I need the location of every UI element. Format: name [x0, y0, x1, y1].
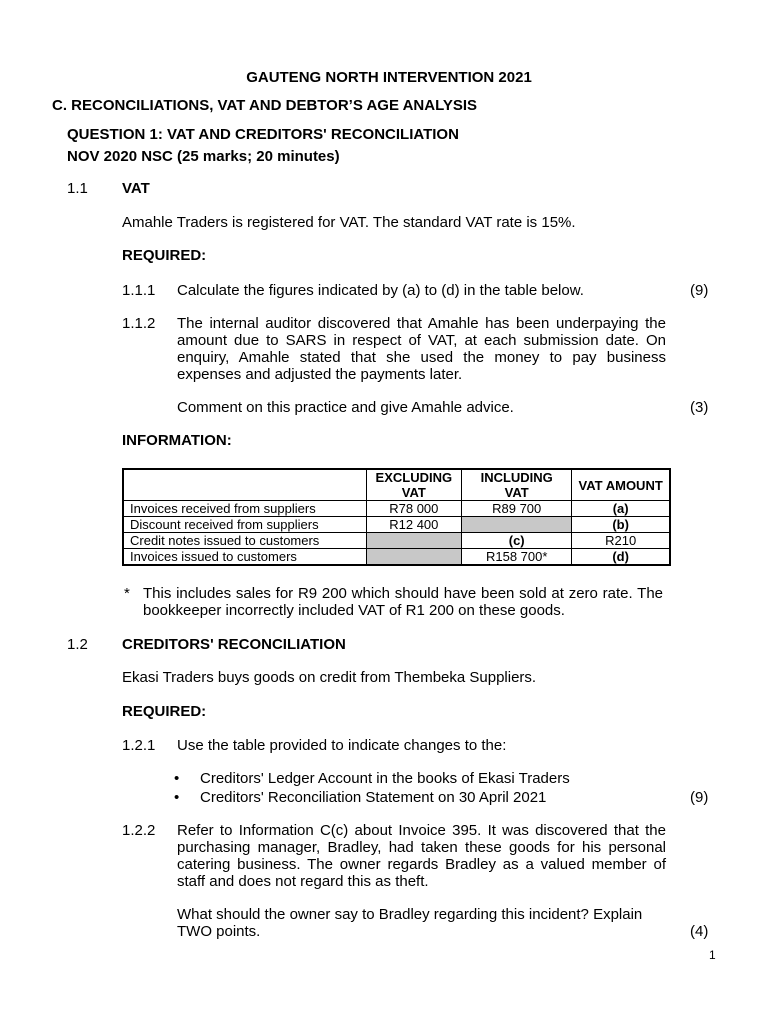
table-cell-shaded [366, 533, 462, 549]
q1-2-2-number: 1.2.2 [122, 822, 156, 839]
table-cell-shaded [462, 517, 572, 533]
table-row [123, 533, 670, 549]
q1-1-1-marks: (9) [690, 282, 709, 299]
table-row [123, 549, 670, 566]
q1-1-2-marks: (3) [690, 399, 709, 416]
page-title: GAUTENG NORTH INTERVENTION 2021 [246, 69, 532, 86]
question-heading: QUESTION 1: VAT AND CREDITORS' RECONCILIATION [67, 126, 459, 143]
bullet-icon: • [174, 789, 180, 806]
bullet-item: Creditors' Ledger Account in the books of Ekasi Traders [200, 770, 570, 787]
table-cell: (b) [572, 517, 670, 533]
table-cell: R210 [572, 533, 670, 549]
table-cell: R78 000 [366, 501, 462, 517]
table-header-cell: INCLUDING VAT [462, 469, 572, 501]
q1-2-2-question: What should the owner say to Bradley regarding this incident? Explain TWO points. [177, 906, 643, 940]
table-cell: (a) [572, 501, 670, 517]
table-cell: R12 400 [366, 517, 462, 533]
q1-2-2-text: Refer to Information C(c) about Invoice 395. It was discovered that the purchasing manager, Bradley, had taken these goods for his personal catering business. The owner regards Bradley as a valued member of staff and does not regard this as theft. [177, 822, 666, 890]
table-cell: (d) [572, 549, 670, 566]
q1-1-1-number: 1.1.1 [122, 282, 156, 299]
table-cell-shaded [366, 549, 462, 566]
table-cell: Invoices received from suppliers [123, 501, 366, 517]
information-heading: INFORMATION: [122, 432, 232, 449]
q1-2-1-number: 1.2.1 [122, 737, 156, 754]
table-cell: Credit notes issued to customers [123, 533, 366, 549]
vat-table [122, 468, 671, 566]
table-cell: Discount received from suppliers [123, 517, 366, 533]
table-cell: R158 700* [462, 549, 572, 566]
table-header-cell: EXCLUDING VAT [366, 469, 462, 501]
q1-1-2-comment: Comment on this practice and give Amahle advice. [177, 399, 514, 416]
note-asterisk: * [124, 585, 130, 602]
q1-1-required: REQUIRED: [122, 247, 207, 264]
bullet-icon: • [174, 770, 180, 787]
q1-2-number: 1.2 [67, 636, 88, 653]
table-header-cell [123, 469, 366, 501]
q1-1-1-text: Calculate the figures indicated by (a) to (d) in the table below. [177, 282, 584, 299]
q1-2-required: REQUIRED: [122, 703, 207, 720]
q1-1-heading: VAT [122, 180, 150, 197]
table-cell: Invoices issued to customers [123, 549, 366, 566]
table-header-cell: VAT AMOUNT [572, 469, 670, 501]
bullet-item: Creditors' Reconciliation Statement on 30 April 2021 [200, 789, 547, 806]
q1-1-intro: Amahle Traders is registered for VAT. The standard VAT rate is 15%. [122, 214, 576, 231]
page-number: 1 [709, 948, 716, 962]
q1-2-1-marks: (9) [690, 789, 709, 806]
table-cell: (c) [462, 533, 572, 549]
q1-2-1-text: Use the table provided to indicate changes to the: [177, 737, 507, 754]
q1-1-number: 1.1 [67, 180, 88, 197]
q1-2-intro: Ekasi Traders buys goods on credit from Thembeka Suppliers. [122, 669, 537, 686]
q1-2-heading: CREDITORS' RECONCILIATION [122, 636, 346, 653]
table-footnote: This includes sales for R9 200 which should have been sold at zero rate. The bookkeeper incorrectly included VAT of R1 200 on these goods. [143, 585, 663, 619]
section-heading: C. RECONCILIATIONS, VAT AND DEBTOR’S AGE ANALYSIS [52, 97, 478, 114]
q1-2-2-marks: (4) [690, 923, 709, 940]
q1-1-2-number: 1.1.2 [122, 315, 156, 332]
table-cell: R89 700 [462, 501, 572, 517]
question-source: NOV 2020 NSC (25 marks; 20 minutes) [67, 148, 340, 165]
q1-1-2-text: The internal auditor discovered that Amahle has been underpaying the amount due to SARS in respect of VAT, at each submission date. On enquiry, Amahle stated that she used the money to pay business expenses and adjusted the payments later. [177, 315, 666, 383]
table-row [123, 501, 670, 517]
table-row [123, 517, 670, 533]
table-header-row [123, 469, 670, 501]
